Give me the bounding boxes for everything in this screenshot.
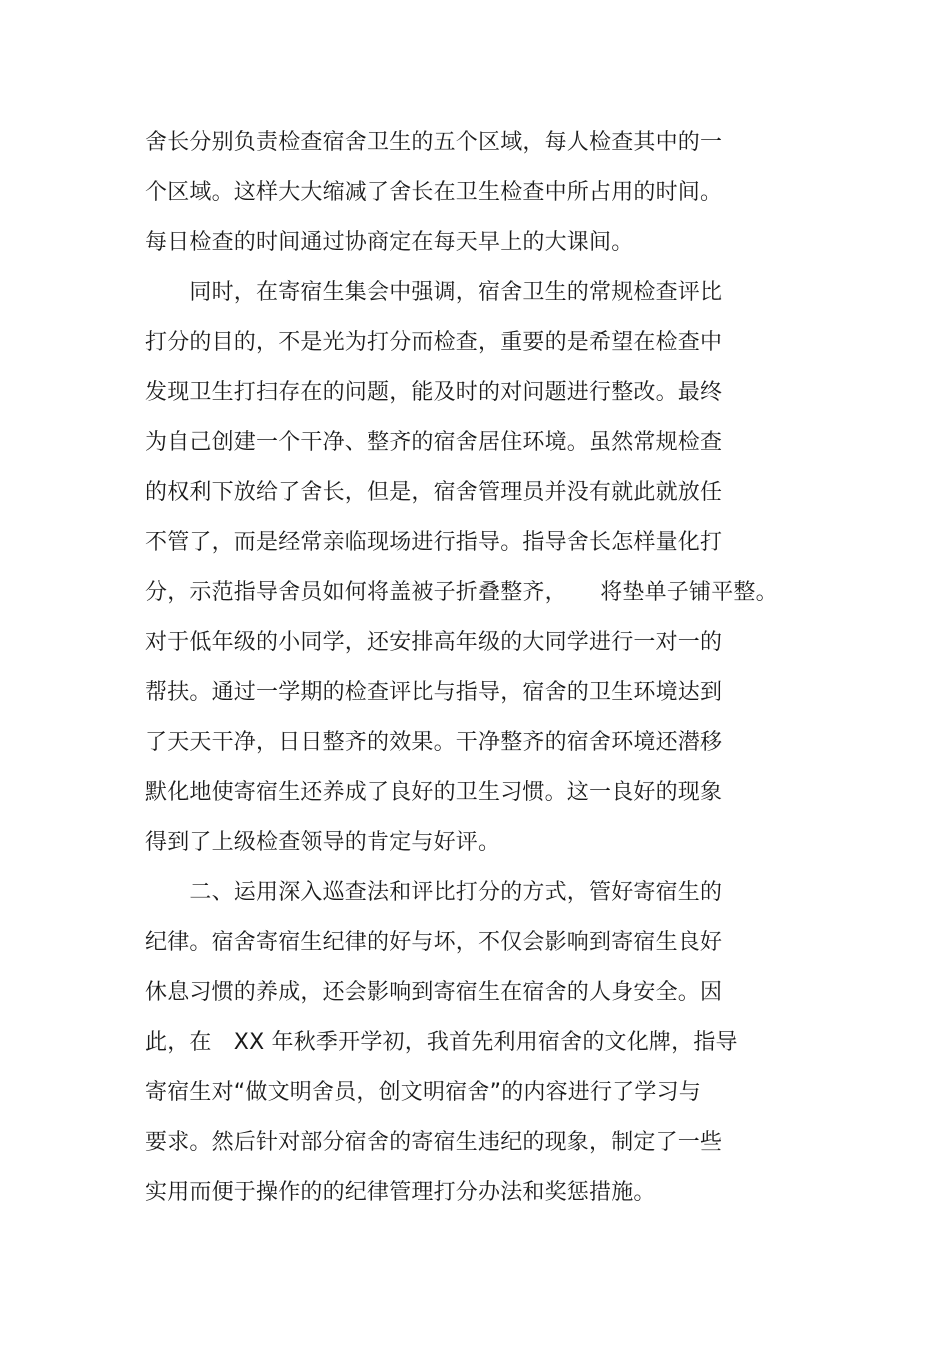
text-line: 此，在 XX 年秋季开学初，我首先利用宿舍的文化牌，指导 <box>145 1030 738 1055</box>
text-line: 为自己创建一个干净、整齐的宿舍居住环境。虽然常规检查 <box>145 430 723 455</box>
text-line: 了天天干净，日日整齐的效果。干净整齐的宿舍环境还潜移 <box>145 730 723 755</box>
text-line: 对于低年级的小同学，还安排高年级的大同学进行一对一的 <box>145 630 723 655</box>
text-line: 打分的目的，不是光为打分而检查，重要的是希望在检查中 <box>145 330 723 355</box>
text-line: 不管了，而是经常亲临现场进行指导。指导舍长怎样量化打 <box>145 530 723 555</box>
text-line: 休息习惯的养成，还会影响到寄宿生在宿舍的人身安全。因 <box>145 980 723 1005</box>
text-line: 寄宿生对“做文明舍员，创文明宿舍”的内容进行了学习与 <box>145 1080 701 1105</box>
text-line: 同时，在寄宿生集会中强调，宿舍卫生的常规检查评比 <box>145 280 723 305</box>
text-line: 实用而便于操作的的纪律管理打分办法和奖惩措施。 <box>145 1180 656 1205</box>
text-line: 分，示范指导舍员如何将盖被子折叠整齐， 将垫单子铺平整。 <box>145 580 778 605</box>
text-line: 纪律。宿舍寄宿生纪律的好与坏，不仅会影响到寄宿生良好 <box>145 930 723 955</box>
text-line: 的权利下放给了舍长，但是，宿舍管理员并没有就此就放任 <box>145 480 723 505</box>
text-line: 二、运用深入巡查法和评比打分的方式，管好寄宿生的 <box>145 880 723 905</box>
text-line: 默化地使寄宿生还养成了良好的卫生习惯。这一良好的现象 <box>145 780 723 805</box>
text-line: 每日检查的时间通过协商定在每天早上的大课间。 <box>145 230 634 255</box>
text-line: 得到了上级检查领导的肯定与好评。 <box>145 830 501 855</box>
text-line: 个区域。这样大大缩减了舍长在卫生检查中所占用的时间。 <box>145 180 723 205</box>
text-line: 要求。然后针对部分宿舍的寄宿生违纪的现象，制定了一些 <box>145 1130 723 1155</box>
text-line: 舍长分别负责检查宿舍卫生的五个区域，每人检查其中的一 <box>145 130 723 155</box>
text-line: 发现卫生打扫存在的问题，能及时的对问题进行整改。最终 <box>145 380 723 405</box>
text-line: 帮扶。通过一学期的检查评比与指导，宿舍的卫生环境达到 <box>145 680 723 705</box>
